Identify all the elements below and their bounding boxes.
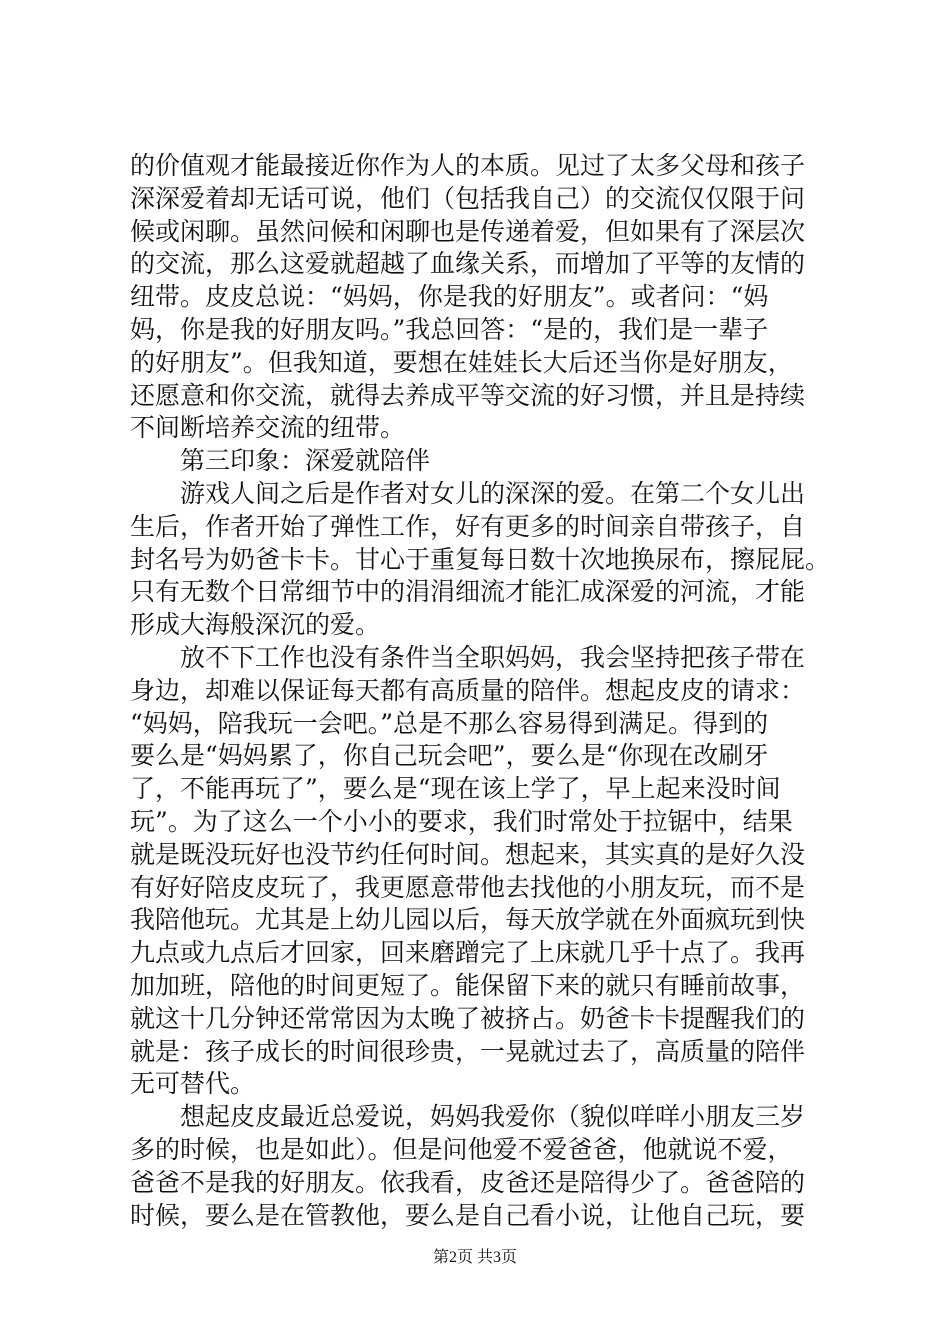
text-line: 玩”。为了这么一个小小的要求，我们时常处于拉锯中，结果 (130, 806, 793, 836)
text-line: 只有无数个日常细节中的涓涓细流才能汇成深爱的河流，才能 (130, 577, 806, 607)
text-line: 有好好陪皮皮玩了，我更愿意带他去找他的小朋友玩，而不是 (130, 872, 806, 902)
text-line: “妈妈，陪我玩一会吧。”总是不那么容易得到满足。得到的 (130, 708, 769, 738)
text-line: 形成大海般深沉的爱。 (130, 610, 381, 640)
text-line: 九点或九点后才回家，回来磨蹭完了上床就几乎十点了。我再 (130, 938, 806, 968)
text-line: 还愿意和你交流，就得去养成平等交流的好习惯，并且是持续 (130, 380, 806, 410)
text-line: 多的时候，也是如此）。但是问他爱不爱爸爸，他就说不爱， (130, 1134, 793, 1164)
text-line: 就是：孩子成长的时间很珍贵，一晃就过去了，高质量的陪伴 (130, 1036, 806, 1066)
text-line: 要么是“妈妈累了，你自己玩会吧”，要么是“你现在改刷牙 (130, 741, 769, 771)
text-line: 身边，却难以保证每天都有高质量的陪伴。想起皮皮的请求： (130, 675, 806, 705)
text-line: 的价值观才能最接近你作为人的本质。见过了太多父母和孩子 (130, 151, 806, 180)
text-line: 放不下工作也没有条件当全职妈妈，我会坚持把孩子带在 (180, 642, 806, 672)
page-footer: 第2页 共3页 (432, 1249, 517, 1266)
text-line: 我陪他玩。尤其是上幼儿园以后，每天放学就在外面疯玩到快 (130, 905, 806, 935)
text-line: 就这十几分钟还常常因为太晚了被挤占。奶爸卡卡提醒我们的 (130, 1003, 806, 1033)
text-line: 候或闲聊。虽然问候和闲聊也是传递着爱，但如果有了深层次 (130, 216, 806, 246)
document-body (130, 150, 830, 1232)
text-line: 想起皮皮最近总爱说，妈妈我爱你（貌似咩咩小朋友三岁 (180, 1102, 806, 1132)
text-line: 无可替代。 (130, 1069, 256, 1099)
text-line: 了，不能再玩了”，要么是“现在该上学了，早上起来没时间 (130, 774, 781, 804)
section-heading: 第三印象：深爱就陪伴 (180, 446, 431, 476)
text-line: 的好朋友”。但我知道，要想在娃娃长大后还当你是好朋友， (130, 347, 793, 377)
text-line: 的交流，那么这爱就超越了血缘关系，而增加了平等的友情的 (130, 249, 806, 279)
text-line: 纽带。皮皮总说：“妈妈，你是我的好朋友”。或者问：“妈 (130, 282, 769, 312)
text-line: 深深爱着却无话可说，他们（包括我自己）的交流仅仅限于问 (130, 183, 806, 213)
text-line: 封名号为奶爸卡卡。甘心于重复每日数十次地换尿布，擦屁屁。 (130, 544, 830, 574)
text-line: 就是既没玩好也没节约任何时间。想起来，其实真的是好久没 (130, 839, 806, 869)
text-line: 爸爸不是我的好朋友。依我看，皮爸还是陪得少了。爸爸陪的 (130, 1167, 806, 1197)
text-line: 加加班，陪他的时间更短了。能保留下来的就只有睡前故事， (130, 970, 806, 1000)
text-line: 游戏人间之后是作者对女儿的深深的爱。在第二个女儿出 (180, 478, 806, 508)
text-line: 生后，作者开始了弹性工作，好有更多的时间亲自带孩子，自 (130, 511, 806, 541)
text-line: 妈，你是我的好朋友吗。”我总回答：“是的，我们是一辈子 (130, 314, 769, 344)
text-line: 不间断培养交流的纽带。 (130, 413, 406, 443)
text-line: 时候，要么是在管教他，要么是自己看小说，让他自己玩，要 (130, 1200, 806, 1230)
